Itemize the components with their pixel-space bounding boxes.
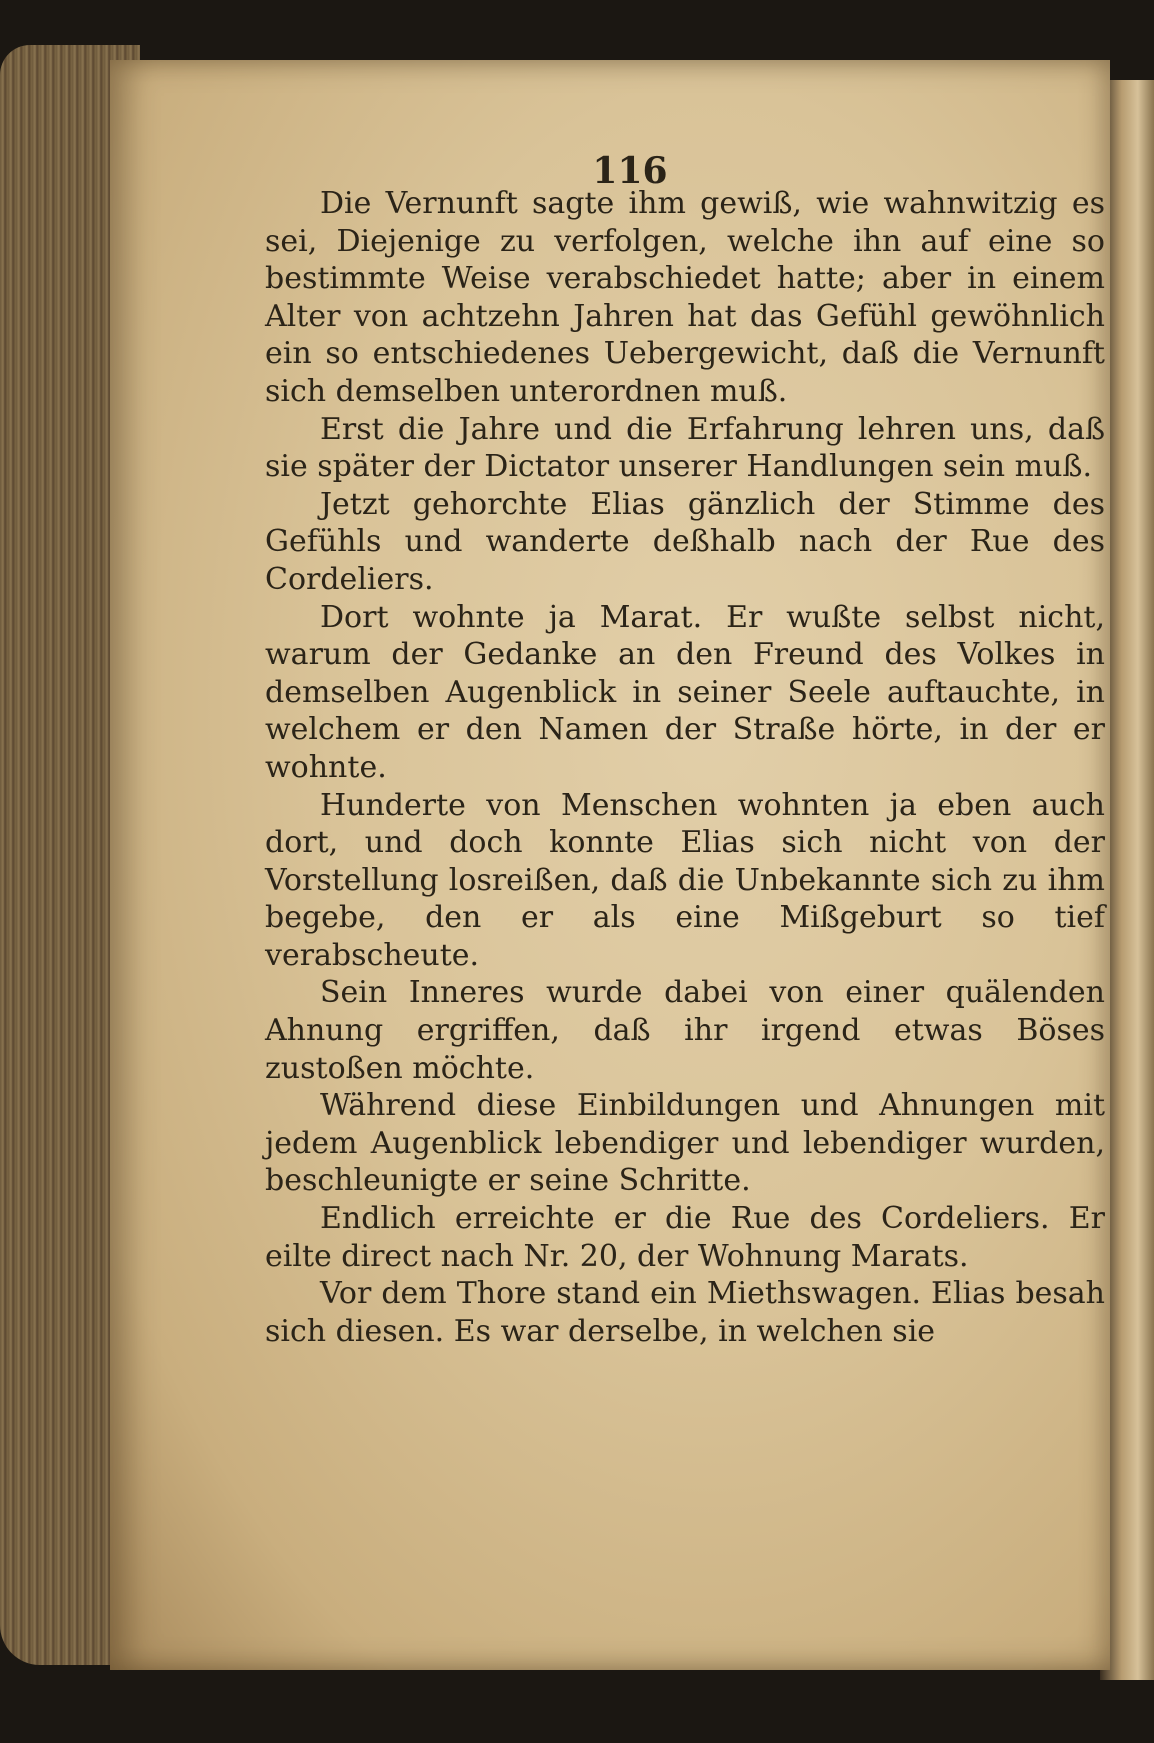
page-number: 116 <box>592 150 668 192</box>
paragraph: Dort wohnte ja Marat. Er wußte selbst nicht, warum der Gedanke an den Freund des Volkes in demselben Augenblick in seiner Seele auftauchte, in welchem er den Namen der Straße hörte, in der er wohnte. <box>265 599 1105 785</box>
book-page <box>110 60 1110 1670</box>
paragraph: Vor dem Thore stand ein Miethswagen. Elias besah sich diesen. Es war derselbe, in welchen sie <box>265 1276 1105 1349</box>
paragraph: Endlich erreichte er die Rue des Cordeliers. Er eilte direct nach Nr. 20, der Wohnung Marats. <box>265 1201 1105 1274</box>
paragraph: Erst die Jahre und die Erfahrung lehren uns, daß sie später der Dictator unserer Handlungen sein muß. <box>265 411 1105 485</box>
paragraph: Während diese Einbildungen und Ahnungen mit jedem Augenblick lebendiger und lebendiger wurden, beschleunigte er seine Schritte. <box>265 1088 1105 1199</box>
body-text <box>265 185 1105 1350</box>
paragraph: Jetzt gehorchte Elias gänzlich der Stimme des Gefühls und wanderte deßhalb nach der Rue des Cordeliers. <box>265 486 1105 597</box>
paragraph: Die Vernunft sagte ihm gewiß, wie wahnwitzig es sei, Diejenige zu verfolgen, welche ihn auf eine so bestimmte Weise verabschiedet hatte; aber in einem Alter von achtzehn Jahren hat das Gefühl gewöhnlich ein so entschiedenes Uebergewicht, daß die Vernunft sich demselben unterordnen muß. <box>265 186 1105 409</box>
paragraph: Hunderte von Menschen wohnten ja eben auch dort, und doch konnte Elias sich nicht von der Vorstellung losreißen, daß die Unbekannte sich zu ihm begebe, den er als eine Mißgeburt so tief verabscheute. <box>265 787 1105 973</box>
paragraph: Sein Inneres wurde dabei von einer quälenden Ahnung ergriffen, daß ihr irgend etwas Böses zustoßen möchte. <box>265 975 1105 1086</box>
